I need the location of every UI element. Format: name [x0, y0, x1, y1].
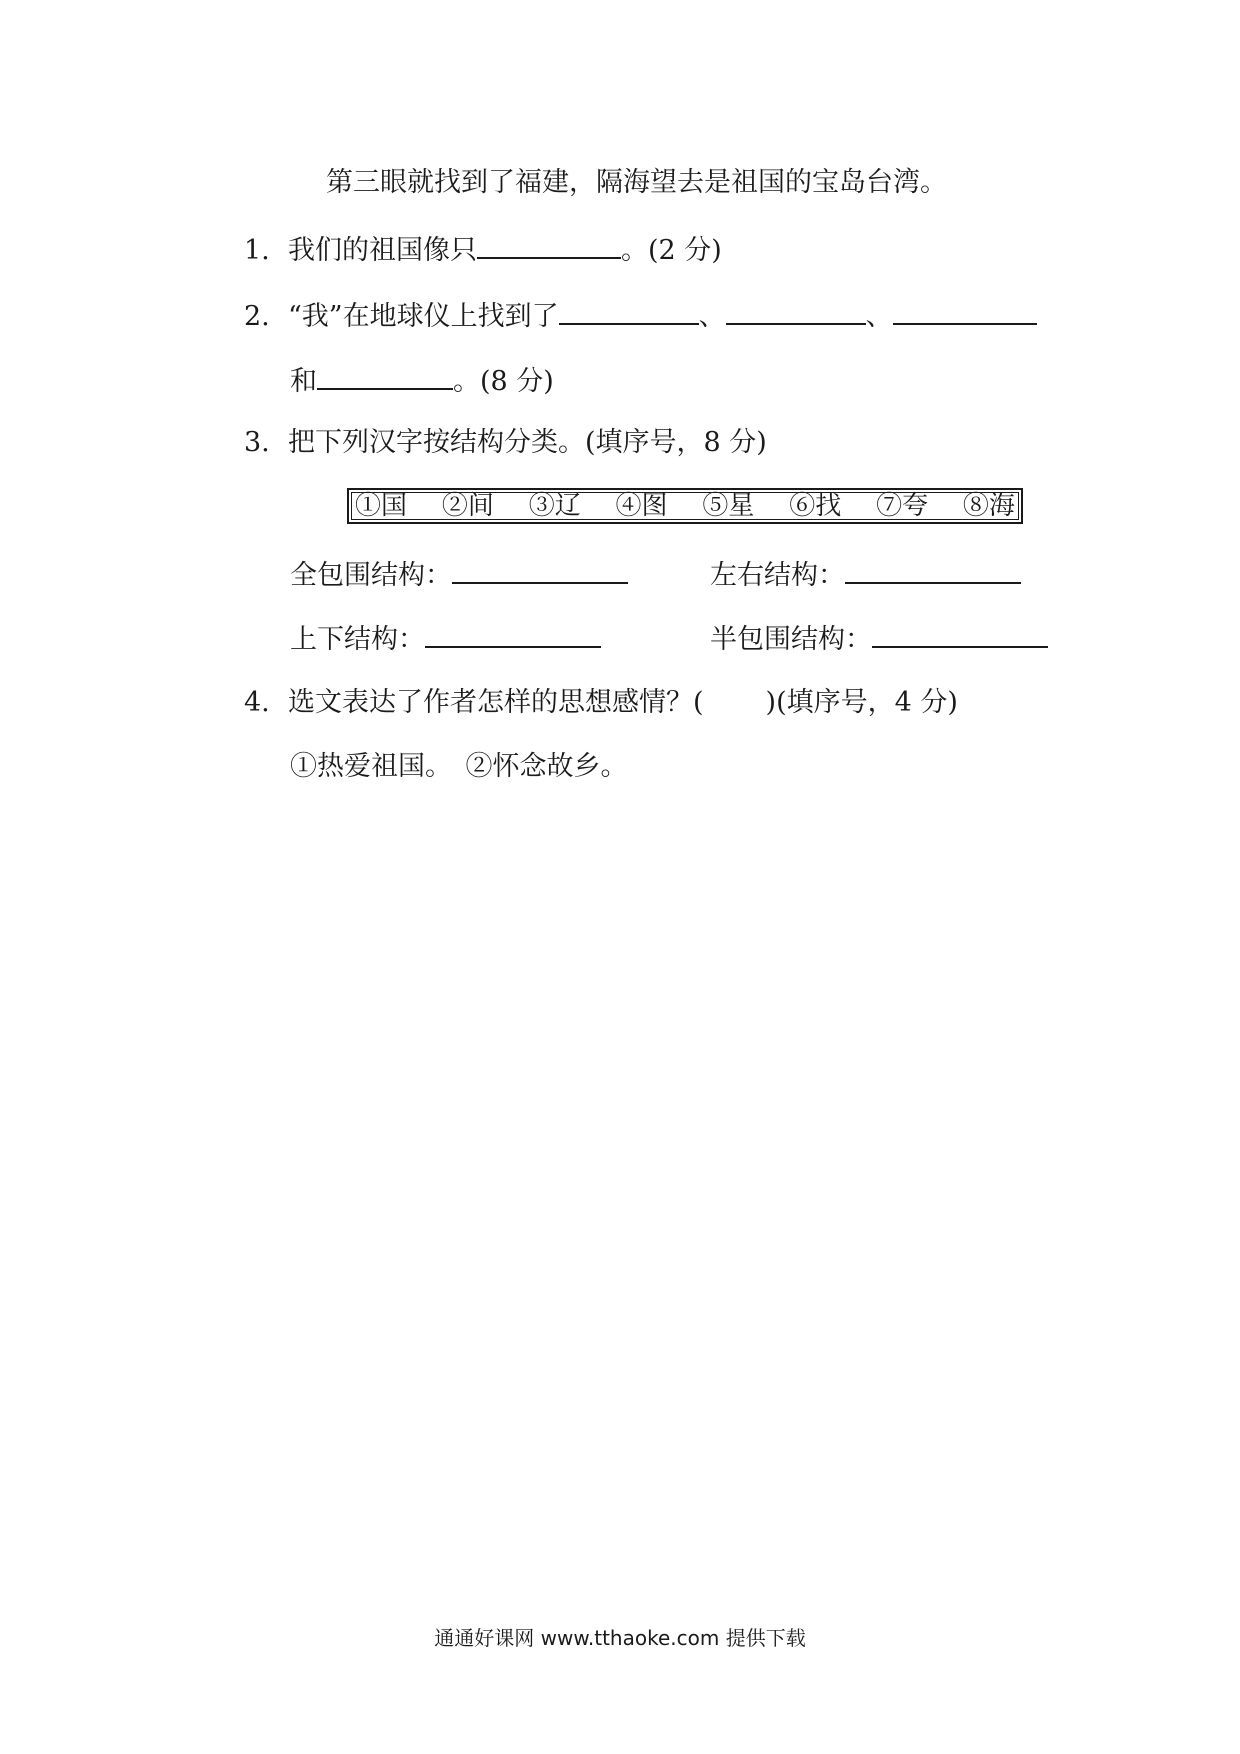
question-2-suffix: 。(8 分)	[453, 366, 554, 397]
question-2-line2-prefix: 和	[290, 366, 317, 397]
question-2-prefix: “我”在地球仪上找到了	[288, 301, 559, 332]
separator: 、	[865, 301, 893, 332]
answer-blank-q2-2[interactable]	[726, 297, 866, 325]
question-3-text: 把下列汉字按结构分类。(填序号，8 分)	[288, 427, 767, 458]
answer-blank-left-right[interactable]	[845, 556, 1021, 584]
question-2	[244, 297, 1037, 334]
category-label: 全包围结构：	[290, 560, 452, 591]
character-item: ④图	[615, 491, 668, 521]
answer-blank-half-enclosure[interactable]	[872, 620, 1048, 648]
category-top-bottom	[290, 620, 601, 657]
character-item: ⑦夸	[876, 491, 929, 521]
separator: 、	[698, 301, 726, 332]
question-4-suffix: )(填序号，4 分)	[765, 687, 958, 718]
passage-text: 第三眼就找到了福建，隔海望去是祖国的宝岛台湾。	[326, 167, 947, 198]
category-label: 左右结构：	[710, 560, 845, 591]
footer-text: 通通好课网 www.tthaoke.com 提供下载	[434, 1626, 806, 1650]
character-item: ⑧海	[962, 491, 1015, 521]
question-4	[244, 686, 958, 720]
answer-blank-q2-4[interactable]	[317, 362, 453, 390]
question-1-suffix: 。(2 分)	[621, 235, 722, 266]
question-4-prefix: 选文表达了作者怎样的思想感情？(	[288, 687, 704, 718]
question-4-options: ①热爱祖国。 ②怀念故乡。	[290, 751, 628, 782]
question-1	[244, 231, 722, 268]
question-number: 4.	[244, 687, 270, 718]
answer-blank-q2-3[interactable]	[893, 297, 1037, 325]
question-number: 3.	[244, 427, 270, 458]
answer-blank-top-bottom[interactable]	[425, 620, 601, 648]
character-item: ③辽	[528, 491, 581, 521]
character-item: ①国	[355, 491, 408, 521]
character-box	[347, 488, 1023, 524]
character-item: ②间	[441, 491, 494, 521]
question-1-prefix: 我们的祖国像只	[288, 235, 477, 266]
character-item: ⑥找	[789, 491, 842, 521]
question-2-continued	[290, 362, 554, 399]
answer-blank-q1[interactable]	[477, 231, 621, 259]
category-label: 半包围结构：	[710, 624, 872, 655]
answer-blank-q2-1[interactable]	[559, 297, 699, 325]
question-number: 1.	[244, 235, 270, 266]
answer-blank-full-enclosure[interactable]	[452, 556, 628, 584]
category-half-enclosure	[710, 620, 1048, 657]
category-label: 上下结构：	[290, 624, 425, 655]
question-number: 2.	[244, 301, 270, 332]
category-left-right	[710, 556, 1021, 593]
character-item: ⑤星	[702, 491, 755, 521]
question-3	[244, 426, 767, 460]
category-full-enclosure	[290, 556, 628, 593]
